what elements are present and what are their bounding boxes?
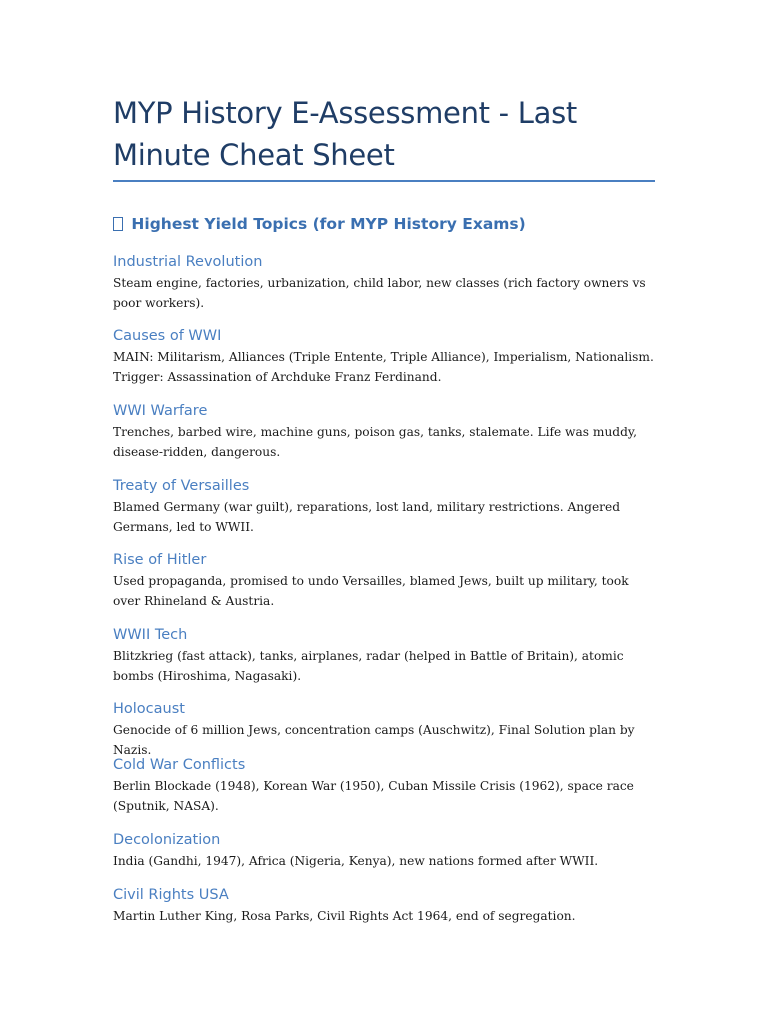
topic-holocaust	[113, 699, 658, 760]
topic-heading: Cold War Conflicts	[113, 757, 246, 773]
missing-glyph-icon	[113, 217, 123, 231]
topic-wwi-warfare	[113, 401, 658, 462]
topic-wwii-tech	[113, 625, 658, 686]
topic-civil-rights-usa	[113, 885, 658, 927]
topic-industrial-revolution	[113, 252, 658, 313]
topic-text: MAIN: Militarism, Alliances (Triple Entente, Triple Alliance), Imperialism, Nationalism. Trigger: Assassination of Archduke Franz Ferdinand.	[113, 350, 654, 384]
topic-heading: Holocaust	[113, 701, 185, 717]
title-underline	[113, 180, 655, 182]
topic-text: India (Gandhi, 1947), Africa (Nigeria, Kenya), new nations formed after WWII.	[113, 854, 599, 868]
topic-heading: Treaty of Versailles	[113, 478, 250, 494]
section-heading-text: Highest Yield Topics (for MYP History Exams)	[131, 215, 526, 233]
topic-heading: Rise of Hitler	[113, 552, 207, 568]
topic-cold-war-conflicts	[113, 755, 658, 816]
topic-text: Martin Luther King, Rosa Parks, Civil Rights Act 1964, end of segregation.	[113, 909, 576, 923]
topic-text: Blitzkrieg (fast attack), tanks, airplanes, radar (helped in Battle of Britain), atomic bombs (Hiroshima, Nagasaki).	[113, 649, 624, 683]
section-heading	[113, 213, 526, 235]
topic-text: Steam engine, factories, urbanization, child labor, new classes (rich factory owners vs poor workers).	[113, 276, 646, 310]
topic-heading: WWII Tech	[113, 627, 188, 643]
topic-treaty-of-versailles	[113, 476, 658, 537]
topic-heading: Causes of WWI	[113, 328, 222, 344]
topic-text: Trenches, barbed wire, machine guns, poison gas, tanks, stalemate. Life was muddy, disease-ridden, dangerous.	[113, 425, 638, 459]
topic-heading: Industrial Revolution	[113, 254, 263, 270]
topic-heading: Civil Rights USA	[113, 887, 229, 903]
topic-text: Blamed Germany (war guilt), reparations, lost land, military restrictions. Angered Germans, led to WWII.	[113, 500, 621, 534]
topic-rise-of-hitler	[113, 550, 658, 611]
topic-text: Berlin Blockade (1948), Korean War (1950), Cuban Missile Crisis (1962), space race (Sputnik, NASA).	[113, 779, 634, 813]
topic-decolonization	[113, 830, 658, 872]
topic-heading: WWI Warfare	[113, 403, 208, 419]
topic-text: Used propaganda, promised to undo Versailles, blamed Jews, built up military, took over Rhineland & Austria.	[113, 574, 629, 608]
topic-causes-of-wwi	[113, 326, 658, 387]
topic-text: Genocide of 6 million Jews, concentration camps (Auschwitz), Final Solution plan by Nazis.	[113, 723, 635, 757]
page-title: MYP History E-Assessment - Last Minute Cheat Sheet	[113, 96, 577, 172]
topic-heading: Decolonization	[113, 832, 221, 848]
